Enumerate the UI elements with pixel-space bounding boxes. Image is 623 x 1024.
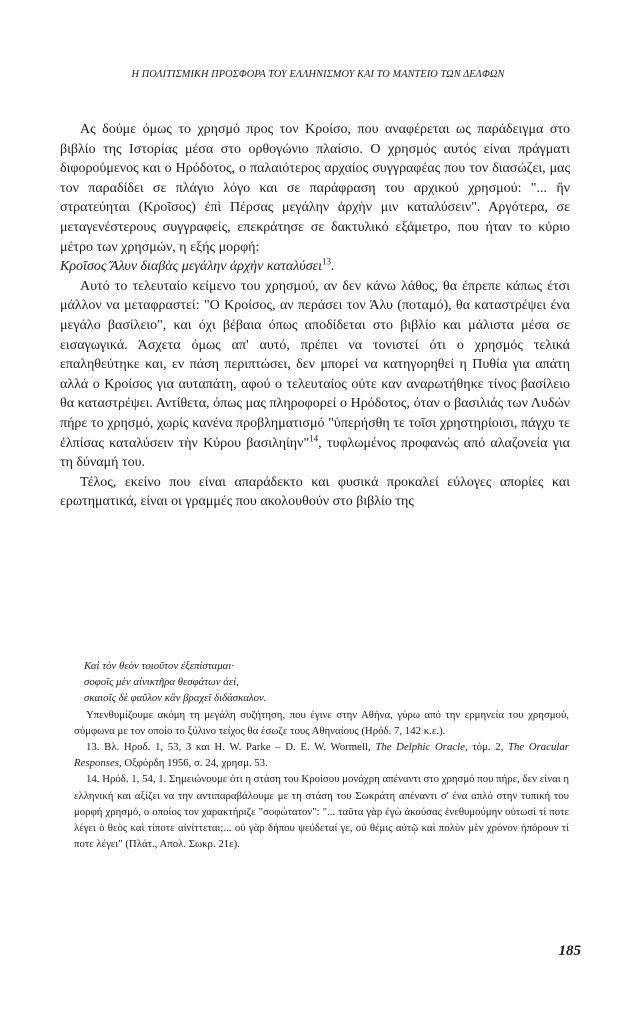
footnotes bbox=[74, 658, 569, 852]
footnote-text: , τόμ. 2, bbox=[464, 741, 508, 754]
page-number: 185 bbox=[558, 943, 581, 959]
verse-quote bbox=[74, 658, 569, 707]
oracle-quote: Κροῖσος Ἅλυν διαβὰς μεγάλην ἀρχὴν καταλύσει$^{13}$. bbox=[60, 256, 335, 275]
footnote-13 bbox=[74, 739, 569, 771]
paragraph-text: Αυτό το τελευταίο κείμενο του χρησμού, αν δεν κάνω λάθος, θα έπρεπε κάπως έτσι μάλλον να μεταφραστεί: "Ο Κροίσος, αν περάσει τον Άλυ (ποταμό), θα καταστρέψει ένα μεγάλο βασίλειο", και όχι βέβαια όπως αποδίδεται στο βιβλίο και μάλιστα μέσα σε εισαγωγικά. Άσχετα όμως απ' αυτό, πρέπει να τονιστεί ότι ο χρησμός τελικά επαληθεύτηκε και, εν πάση περιπτώσει, δεν μπορεί να κατηγορηθεί η Πυθία για απάτη αλλά ο Κροίσος για αυταπάτη, αφού ο τελευταίος ούτε καν αναρωτήθηκε τίνος βασίλειο θα καταστρέψει. Αντίθετα, όπως μας πληροφορεί ο Ηρόδοτος, όταν ο βασιλιάς των Λυδών πήρε το χρησμό, χωρίς κανένα προβληματισμό "ὑπερήσθη τε τοῖσι χρηστηρίοισι, πάγχυ τε ἐλπίσας καταλύσειν τὴν Κύρου βασιληίην" bbox=[60, 278, 570, 451]
paragraph-text: , τυφλωμένος προφανώς από αλαζονεία για τη δύναμή του. bbox=[60, 435, 570, 471]
footnote-text: , Οξφόρδη 1956, σ. 24, χρησμ. 53. bbox=[118, 757, 268, 770]
book-subtitle: The Oracular Responses bbox=[74, 741, 569, 770]
verse-line: σοφοῖς μὲν αἰνικτῆρα θεσφάτων ἀεί, bbox=[84, 676, 239, 689]
paragraph bbox=[60, 277, 570, 473]
note-reminder: Υπενθυμίζουμε ακόμη τη μεγάλη συζήτηση, που έγινε στην Αθήνα, γύρω από την ερμηνεία του χρησμού, σύμφωνα με τον οποίο το ξύλινο τείχος θα έσωζε τους Αθηναίους (Ηρόδ. 7, 142 κ.ε.). bbox=[74, 708, 569, 737]
book-title: The Delphic Oracle bbox=[375, 741, 465, 754]
oracle-quote-text: Κροῖσος Ἅλυν διαβὰς μεγάλην ἀρχὴν καταλύσει bbox=[60, 259, 323, 275]
verse-line: Καὶ τὸν θεὸν τοιοῦτον ἐξεπίσταμαι· bbox=[84, 660, 235, 672]
paragraph: Ας δούμε όμως το χρησμό προς τον Κροίσο, που αναφέρεται ως παράδειγμα στο βιβλίο της Ιστορίας μέσα στο ορθογώνιο πλαίσιο. Ο χρησμός αυτός είναι πράγματι διφορούμενος και ο Ηρόδοτος, ο παλαιότερος αρχαίος συγγραφέας που τον διασώζει, μας τον παραδίδει σε πλάγιο λόγο και σε παράφραση του αρχικού χρησμού: "... ἢν στρατεύηται (Κροῖσος) ἐπὶ Πέρσας μεγάλην ἀρχὴν μιν καταλύσειν". Αργότερα, σε μεταγενέστερους συγγραφείς, επεκράτησε σε δακτυλικό εξάμετρο, που ήταν το κύριο μέτρο των χρησμών, η εξής μορφή: bbox=[60, 122, 570, 255]
footnote-text: 13. Βλ. Ηροδ. 1, 53, 3 και H. W. Parke – D. E. W. Wormell, bbox=[86, 741, 376, 754]
footnote-14: 14. Ηρόδ. 1, 54, 1. Σημειώνουμε ότι η στάση του Κροίσου μονάχρη απέναντι στο χρησμό που πήρε, δεν είναι η ελληνική και αξίζει να την αντιπαραβάλουμε με τη στάση του Σωκράτη απέναντι σ' ένα απλό στην τυπική του μορφή χρησμό, ο οποίος τον χαρακτήριζε "σοφώτατον": "... ταῦτα γὰρ ἐγὼ ἀκούσας ἐνεθυμούμην οὑτωσί τί ποτε λέγει ὁ θεὸς καὶ τίποτε αἰνίττεται;... οὐ γὰρ δήπου ψεύδεταί γε, οὐ θέμις αὐτῷ καὶ πολὺν μὲν χρόνον ἠπόρουν τί ποτε λέγει" (Πλάτ., Απολ. Σωκρ. 21ε). bbox=[74, 773, 569, 851]
verse-line: σκαιοῖς δὲ φαῦλον κἂν βραχεῖ διδάσκαλον. bbox=[84, 692, 267, 705]
footnote-ref: 14 bbox=[309, 432, 319, 443]
paragraph: Τέλος, εκείνο που είναι απαράδεκτο και φυσικά προκαλεί εύλογες απορίες και ερωτηματικά, είναι οι γραμμές που ακολουθούν στο βιβλίο της bbox=[60, 474, 570, 510]
running-head: Η ΠΟΛΙΤΙΣΜΙΚΗ ΠΡΟΣΦΟΡΑ ΤΟΥ ΕΛΛΗΝΙΣΜΟΥ ΚΑΙ ΤΟ ΜΑΝΤΕΙΟ ΤΩΝ ΔΕΛΦΩΝ bbox=[131, 69, 505, 80]
footnote-ref: 13 bbox=[322, 256, 332, 267]
main-text bbox=[60, 120, 570, 512]
